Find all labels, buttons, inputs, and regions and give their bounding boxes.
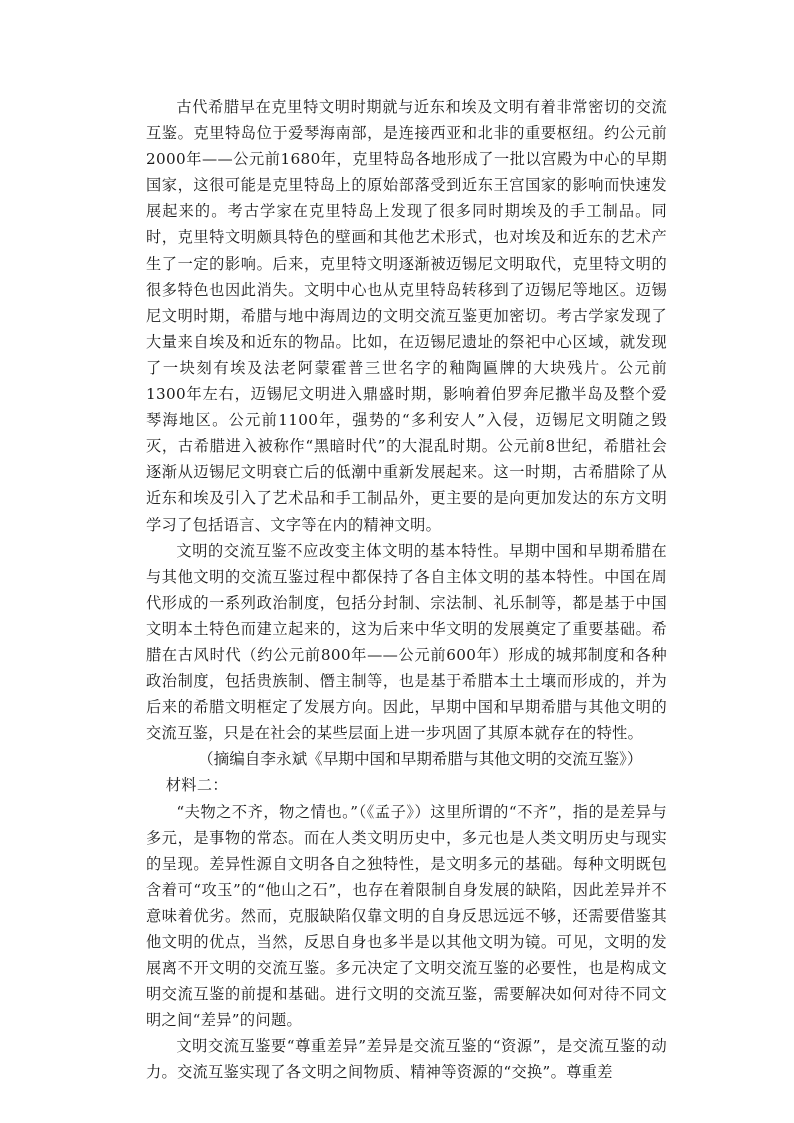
article-body: [146, 94, 667, 1086]
paragraph-3: “夫物之不齐，物之情也。”（《孟子》）这里所谓的“不齐”，指的是差异与多元，是事物的常态。而在人类文明历史中，多元也是人类文明历史与现实的呈现。差异性源自文明各自之独特性，是文明多元的基础。每种文明既包含着可“攻玉”的“他山之石”，也存在着限制自身发展的缺陷，因此差异并不意味着优劣。然而，克服缺陷仅靠文明的自身反思远远不够，还需要借鉴其他文明的优点，当然，反思自身也多半是以其他文明为镜。可见，文明的发展离不开文明的交流互鉴。多元决定了文明交流互鉴的必要性，也是构成文明交流互鉴的前提和基础。进行文明的交流互鉴，需要解决如何对待不同文明之间“差异”的问题。: [146, 802, 667, 1030]
paragraph-4: 文明交流互鉴要“尊重差异”差异是交流互鉴的“资源”，是交流互鉴的动力。交流互鉴实现了各文明之间物质、精神等资源的“交换”。尊重差: [146, 1037, 667, 1082]
section-heading-material-2: 材料二：: [165, 776, 228, 795]
paragraph-2: 文明的交流互鉴不应改变主体文明的基本特性。早期中国和早期希腊在与其他文明的交流互鉴过程中都保持了各自主体文明的基本特性。中国在周代形成的一系列政治制度，包括分封制、宗法制、礼乐制等，都是基于中国文明本土特色而建立起来的，这为后来中华文明的发展奠定了重要基础。希腊在古风时代（约公元前800年——公元前600年）形成的城邦制度和各种政治制度，包括贵族制、僭主制等，也是基于希腊本土土壤而形成的，并为后来的希腊文明框定了发展方向。因此，早期中国和早期希腊与其他文明的交流互鉴，只是在社会的某些层面上进一步巩固了其原本就存在的特性。: [146, 541, 667, 743]
paragraph-1: 古代希腊早在克里特文明时期就与近东和埃及文明有着非常密切的交流互鉴。克里特岛位于爱琴海南部，是连接西亚和北非的重要枢纽。约公元前2000年——公元前1680年，克里特岛各地形成了一批以宫殿为中心的早期国家，这很可能是克里特岛上的原始部落受到近东王宫国家的影响而快速发展起来的。考古学家在克里特岛上发现了很多同时期埃及的手工制品。同时，克里特文明颇具特色的壁画和其他艺术形式，也对埃及和近东的艺术产生了一定的影响。后来，克里特文明逐渐被迈锡尼文明取代，克里特文明的很多特色也因此消失。文明中心也从克里特岛转移到了迈锡尼等地区。迈锡尼文明时期，希腊与地中海周边的文明交流互鉴更加密切。考古学家发现了大量来自埃及和近东的物品。比如，在迈锡尼遗址的祭祀中心区域，就发现了一块刻有埃及法老阿蒙霍普三世名字的釉陶匾牌的大块残片。公元前1300年左右，迈锡尼文明进入鼎盛时期，影响着伯罗奔尼撒半岛及整个爱琴海地区。公元前1100年，强势的“多利安人”入侵，迈锡尼文明随之毁灭，古希腊进入被称作“黑暗时代”的大混乱时期。公元前8世纪，希腊社会逐渐从迈锡尼文明衰亡后的低潮中重新发展起来。这一时期，古希腊除了从近东和埃及引入了艺术品和手工制品外，更主要的是向更加发达的东方文明学习了包括语言、文字等在内的精神文明。: [146, 98, 667, 534]
source-citation: （摘编自李永斌《早期中国和早期希腊与其他文明的交流互鉴》）: [198, 750, 643, 769]
